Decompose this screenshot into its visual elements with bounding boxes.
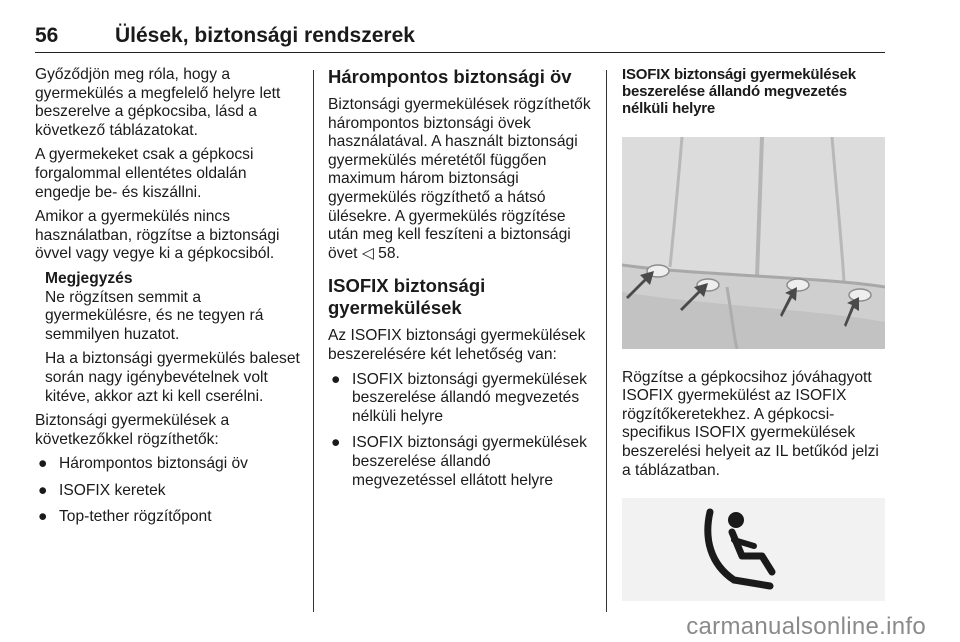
paragraph: Biztonsági gyermekülések rögzíthetők hárompontos biztonsági övek használatával. A használt biztonsági gyermekülés méretétől függően maximum három biztonsági gyermekülés rögzíthető a hátsó ülésekre. A gyermekülés rögzítése után meg kell feszíteni a biztonsági övet ◁ 58. — [328, 96, 591, 262]
child-seat-icon-box — [622, 498, 885, 601]
list-item: ● Hárompontos biztonsági öv — [38, 455, 248, 473]
note-paragraph: Ha a biztonsági gyermekülés baleset során nagy igénybevételnek volt kitéve, akkor azt ki kell cserélni. — [45, 350, 300, 405]
bullet-icon: ● — [38, 481, 48, 499]
chapter-title: Ülések, biztonsági rendszerek — [115, 24, 415, 47]
subsection-heading: ISOFIX biztonsági gyermekülések beszerelése állandó megvezetés nélküli helyre — [622, 66, 856, 117]
column-divider — [606, 70, 607, 612]
page-number: 56 — [35, 24, 59, 47]
bullet-list — [328, 371, 596, 491]
list-intro: Biztonsági gyermekülések a következőkkel rögzíthetők: — [35, 412, 230, 448]
note-paragraph: Ne rögzítsen semmit a gyermekülésre, és ne tegyen rá semmilyen huzatot. — [45, 288, 264, 343]
section-heading: Hárompontos biztonsági öv — [328, 66, 572, 87]
column-middle — [328, 66, 596, 498]
paragraph: Rögzítse a gépkocsihoz jóváhagyott ISOFIX gyermekülést az ISOFIX rögzítőkeretekhez. A gépkocsi-specifikus ISOFIX gyermekülések beszerelési helyeit az IL betűkód jelzi a táblázatban. — [622, 368, 879, 479]
paragraph: A gyermekeket csak a gépkocsi forgalommal ellentétes oldalán engedje be- és kiszállni. — [35, 146, 254, 201]
page-header — [35, 24, 885, 53]
list-item: ● ISOFIX biztonsági gyermekülések beszerelése állandó megvezetéssel ellátott helyre — [331, 434, 587, 489]
column-divider — [313, 70, 314, 612]
bullet-icon: ● — [38, 508, 48, 526]
list-item: ● ISOFIX biztonsági gyermekülések beszerelése állandó megvezetés nélküli helyre — [331, 370, 587, 425]
section-heading: ISOFIX biztonsági gyermekülések — [328, 275, 486, 319]
column-right — [622, 66, 890, 601]
watermark: carmanualsonline.info — [686, 613, 926, 640]
paragraph: Az ISOFIX biztonsági gyermekülések beszerelésére két lehetőség van: — [328, 327, 586, 363]
note-box — [45, 270, 303, 406]
child-seat-icon — [622, 498, 885, 601]
bullet-icon: ● — [38, 455, 48, 473]
bullet-list — [35, 455, 303, 527]
page-ref-icon: ◁ — [361, 244, 374, 262]
note-title: Megjegyzés — [45, 269, 133, 287]
column-left — [35, 66, 303, 535]
paragraph: Győződjön meg róla, hogy a gyermekülés a megfelelő helyre lett beszerelve a gépkocsiba, lásd a következő táblázatokat. — [35, 66, 281, 139]
bullet-icon: ● — [331, 434, 341, 452]
paragraph: Amikor a gyermekülés nincs használatban, rögzítse a biztonsági övvel vagy vegye ki a gépkocsiból. — [35, 208, 280, 263]
list-item: ● ISOFIX keretek — [38, 481, 166, 499]
list-item: ● Top-tether rögzítőpont — [38, 508, 212, 526]
bullet-icon: ● — [331, 370, 341, 388]
rear-seat-isofix-photo — [622, 137, 885, 349]
